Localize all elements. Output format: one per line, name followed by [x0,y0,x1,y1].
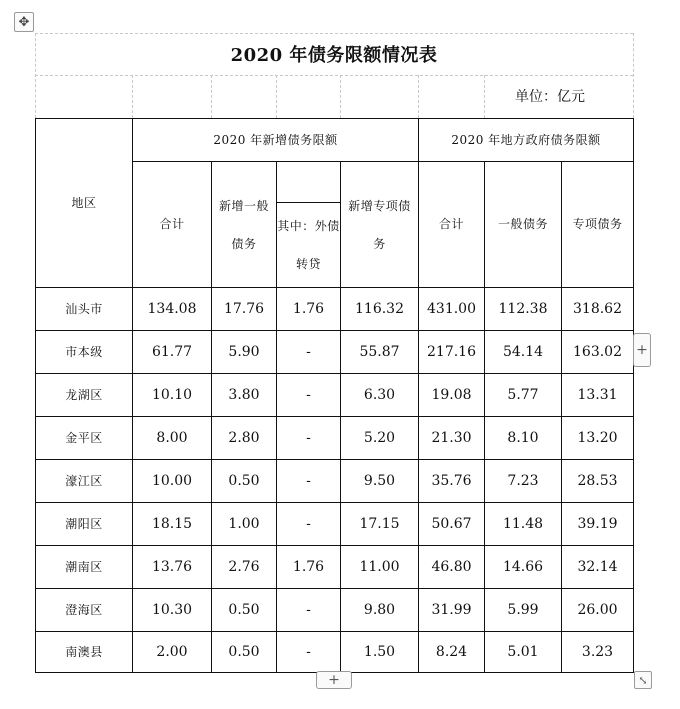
table-row [36,331,634,374]
value-cell: 13.76 [133,546,212,589]
page-title: 2020 年债务限额情况表 [230,45,438,66]
region-cell: 汕头市 [36,288,133,331]
value-cell: 1.76 [277,288,341,331]
value-cell: - [277,589,341,632]
header-total-2: 合计 [419,162,485,288]
table-move-handle-icon[interactable]: ✥ [14,12,34,32]
header-of-which-suffix: 转贷 [295,257,321,271]
value-cell: 163.02 [562,331,634,374]
debt-limit-table [35,118,634,673]
value-cell: 431.00 [419,288,485,331]
region-cell: 南澳县 [36,632,133,673]
unit-label: 单位：亿元 [515,89,585,105]
value-cell: 11.00 [341,546,419,589]
region-cell: 市本级 [36,331,133,374]
table-row [36,374,634,417]
value-cell: 55.87 [341,331,419,374]
header-new-debt-group: 2020 年新增债务限额 [133,119,419,162]
value-cell: 11.48 [485,503,562,546]
dashed-gridline [484,75,485,118]
table-row [36,417,634,460]
header-new-special: 新增专项债务 [341,162,419,288]
value-cell: 5.90 [212,331,277,374]
value-cell: 17.15 [341,503,419,546]
value-cell: 2.80 [212,417,277,460]
value-cell: 0.50 [212,460,277,503]
value-cell: 6.30 [341,374,419,417]
header-of-which-prefix: 其中：外债 [277,219,340,233]
value-cell: 2.76 [212,546,277,589]
header-region: 地区 [36,119,133,288]
value-cell: - [277,331,341,374]
value-cell: - [277,374,341,417]
value-cell: 5.99 [485,589,562,632]
value-cell: 116.32 [341,288,419,331]
value-cell: 10.30 [133,589,212,632]
value-cell: 134.08 [133,288,212,331]
header-general: 一般债务 [485,162,562,288]
value-cell: 9.50 [341,460,419,503]
value-cell: 31.99 [419,589,485,632]
dashed-gridline [633,33,634,118]
value-cell: - [277,460,341,503]
value-cell: 1.50 [341,632,419,673]
header-special: 专项债务 [562,162,634,288]
value-cell: 8.00 [133,417,212,460]
header-total: 合计 [133,162,212,288]
value-cell: 26.00 [562,589,634,632]
value-cell: 28.53 [562,460,634,503]
table-row [36,503,634,546]
dashed-gridline [418,75,419,118]
value-cell: 3.80 [212,374,277,417]
value-cell: 10.10 [133,374,212,417]
region-cell: 濠江区 [36,460,133,503]
value-cell: - [277,417,341,460]
region-cell: 潮阳区 [36,503,133,546]
dashed-gridline [211,75,212,118]
value-cell: 0.50 [212,589,277,632]
value-cell: 18.15 [133,503,212,546]
value-cell: 13.31 [562,374,634,417]
value-cell: 14.66 [485,546,562,589]
region-cell: 金平区 [36,417,133,460]
value-cell: 32.14 [562,546,634,589]
value-cell: 9.80 [341,589,419,632]
value-cell: 1.76 [277,546,341,589]
value-cell: 10.00 [133,460,212,503]
value-cell: 1.00 [212,503,277,546]
table-row [36,288,634,331]
value-cell: 50.67 [419,503,485,546]
value-cell: 318.62 [562,288,634,331]
add-row-button[interactable]: + [316,671,352,689]
dashed-gridline [35,75,633,76]
value-cell: 2.00 [133,632,212,673]
dashed-gridline [276,75,277,118]
region-cell: 龙湖区 [36,374,133,417]
value-cell: - [277,632,341,673]
dashed-gridline [340,75,341,118]
value-cell: 54.14 [485,331,562,374]
value-cell: 17.76 [212,288,277,331]
value-cell: 0.50 [212,632,277,673]
value-cell: 61.77 [133,331,212,374]
dashed-gridline [132,75,133,118]
value-cell: 19.08 [419,374,485,417]
value-cell: 21.30 [419,417,485,460]
region-cell: 澄海区 [36,589,133,632]
header-of-which-cell [277,162,341,288]
header-local-gov-group: 2020 年地方政府债务限额 [419,119,634,162]
value-cell: - [277,503,341,546]
table-row [36,460,634,503]
table-resize-handle-icon[interactable]: ⤡ [634,671,652,689]
value-cell: 13.20 [562,417,634,460]
dashed-gridline [35,33,633,34]
table-row [36,546,634,589]
value-cell: 5.01 [485,632,562,673]
value-cell: 217.16 [419,331,485,374]
value-cell: 39.19 [562,503,634,546]
region-cell: 潮南区 [36,546,133,589]
add-column-button[interactable]: + [633,333,651,367]
header-new-general: 新增一般债务 [212,162,277,288]
value-cell: 112.38 [485,288,562,331]
value-cell: 7.23 [485,460,562,503]
value-cell: 8.10 [485,417,562,460]
value-cell: 46.80 [419,546,485,589]
value-cell: 3.23 [562,632,634,673]
value-cell: 8.24 [419,632,485,673]
table-row [36,632,634,673]
table-row [36,589,634,632]
value-cell: 35.76 [419,460,485,503]
value-cell: 5.20 [341,417,419,460]
value-cell: 5.77 [485,374,562,417]
